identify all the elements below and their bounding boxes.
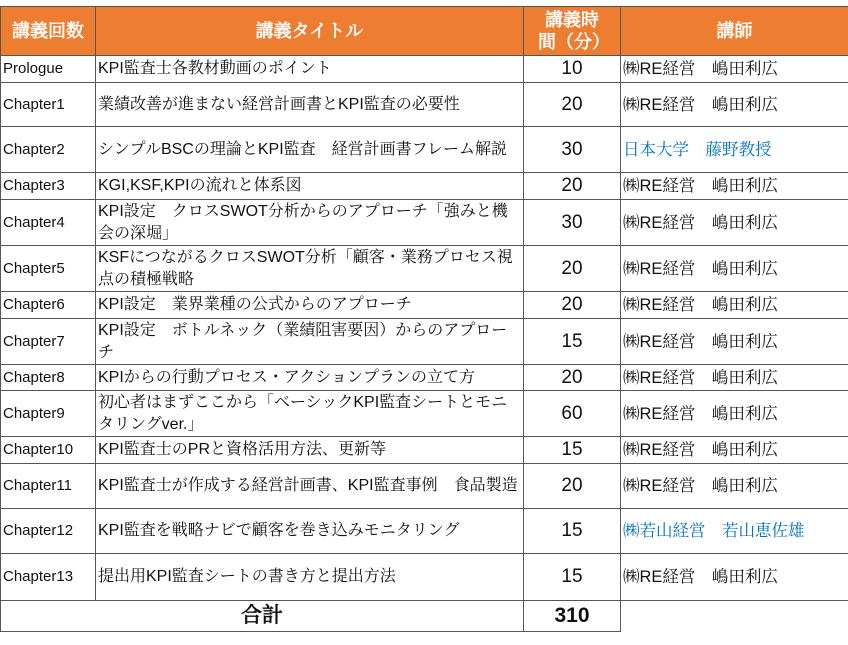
lecture-no: Chapter9 <box>1 391 96 437</box>
header-lecture-no: 講義回数 <box>1 7 96 56</box>
lecture-no: Chapter1 <box>1 83 96 127</box>
table-row <box>1 83 848 127</box>
lecture-minutes: 15 <box>524 319 621 365</box>
lecture-table <box>0 6 848 632</box>
total-label: 合計 <box>1 601 524 632</box>
lecture-instructor: 日本大学 藤野教授 <box>621 127 848 173</box>
lecture-instructor: ㈱RE経営 嶋田利広 <box>621 365 848 391</box>
lecture-instructor: ㈱RE経営 嶋田利広 <box>621 246 848 292</box>
lecture-instructor: ㈱RE経営 嶋田利広 <box>621 173 848 200</box>
lecture-minutes: 15 <box>524 509 621 554</box>
lecture-instructor: ㈱RE経営 嶋田利広 <box>621 200 848 246</box>
table-row <box>1 127 848 173</box>
lecture-title: KPI設定 ボトルネック（業績阻害要因）からのアプローチ <box>96 319 524 365</box>
lecture-minutes: 20 <box>524 173 621 200</box>
table-row <box>1 292 848 319</box>
lecture-no: Chapter13 <box>1 554 96 601</box>
lecture-title: 提出用KPI監査シートの書き方と提出方法 <box>96 554 524 601</box>
lecture-no: Chapter4 <box>1 200 96 246</box>
lecture-title: KPI監査士のPRと資格活用方法、更新等 <box>96 437 524 464</box>
table-row <box>1 509 848 554</box>
header-duration: 講義時間（分） <box>524 7 621 56</box>
lecture-minutes: 60 <box>524 391 621 437</box>
lecture-no: Chapter7 <box>1 319 96 365</box>
lecture-title: KPI設定 クロスSWOT分析からのアプローチ「強みと機会の深堀」 <box>96 200 524 246</box>
lecture-instructor: ㈱RE経営 嶋田利広 <box>621 319 848 365</box>
lecture-instructor: ㈱若山経営 若山恵佐雄 <box>621 509 848 554</box>
table-row <box>1 173 848 200</box>
table-row <box>1 200 848 246</box>
lecture-minutes: 20 <box>524 83 621 127</box>
lecture-title: KSFにつながるクロスSWOT分析「顧客・業務プロセス視点の積極戦略 <box>96 246 524 292</box>
lecture-instructor: ㈱RE経営 嶋田利広 <box>621 464 848 509</box>
lecture-title: KPI監査士各教材動画のポイント <box>96 56 524 83</box>
lecture-minutes: 20 <box>524 365 621 391</box>
lecture-title: シンプルBSCの理論とKPI監査 経営計画書フレーム解説 <box>96 127 524 173</box>
lecture-title: KGI,KSF,KPIの流れと体系図 <box>96 173 524 200</box>
lecture-minutes: 20 <box>524 464 621 509</box>
lecture-minutes: 20 <box>524 246 621 292</box>
lecture-instructor: ㈱RE経営 嶋田利広 <box>621 437 848 464</box>
lecture-title: KPIからの行動プロセス・アクションプランの立て方 <box>96 365 524 391</box>
header-title: 講義タイトル <box>96 7 524 56</box>
lecture-minutes: 10 <box>524 56 621 83</box>
lecture-title: KPI監査士が作成する経営計画書、KPI監査事例 食品製造 <box>96 464 524 509</box>
total-row <box>1 601 848 632</box>
lecture-no: Prologue <box>1 56 96 83</box>
lecture-title: KPI監査を戦略ナビで顧客を巻き込みモニタリング <box>96 509 524 554</box>
lecture-instructor: ㈱RE経営 嶋田利広 <box>621 391 848 437</box>
header-row <box>1 7 848 56</box>
lecture-no: Chapter6 <box>1 292 96 319</box>
lecture-no: Chapter3 <box>1 173 96 200</box>
lecture-no: Chapter10 <box>1 437 96 464</box>
lecture-minutes: 30 <box>524 200 621 246</box>
header-instructor: 講師 <box>621 7 848 56</box>
lecture-no: Chapter12 <box>1 509 96 554</box>
table-row <box>1 391 848 437</box>
lecture-no: Chapter8 <box>1 365 96 391</box>
lecture-minutes: 15 <box>524 437 621 464</box>
table-row <box>1 246 848 292</box>
table-row <box>1 464 848 509</box>
table-row <box>1 56 848 83</box>
table-row <box>1 365 848 391</box>
lecture-instructor: ㈱RE経営 嶋田利広 <box>621 83 848 127</box>
lecture-instructor: ㈱RE経営 嶋田利広 <box>621 554 848 601</box>
lecture-minutes: 20 <box>524 292 621 319</box>
lecture-no: Chapter5 <box>1 246 96 292</box>
total-minutes: 310 <box>524 601 621 632</box>
table-row <box>1 554 848 601</box>
lecture-minutes: 15 <box>524 554 621 601</box>
lecture-instructor: ㈱RE経営 嶋田利広 <box>621 292 848 319</box>
lecture-no: Chapter2 <box>1 127 96 173</box>
lecture-instructor: ㈱RE経営 嶋田利広 <box>621 56 848 83</box>
lecture-minutes: 30 <box>524 127 621 173</box>
table-row <box>1 437 848 464</box>
lecture-no: Chapter11 <box>1 464 96 509</box>
lecture-title: 初心者はまずここから「ベーシックKPI監査シートとモニタリングver.」 <box>96 391 524 437</box>
table-row <box>1 319 848 365</box>
lecture-title: KPI設定 業界業種の公式からのアプローチ <box>96 292 524 319</box>
lecture-title: 業績改善が進まない経営計画書とKPI監査の必要性 <box>96 83 524 127</box>
empty-cell <box>621 601 848 632</box>
